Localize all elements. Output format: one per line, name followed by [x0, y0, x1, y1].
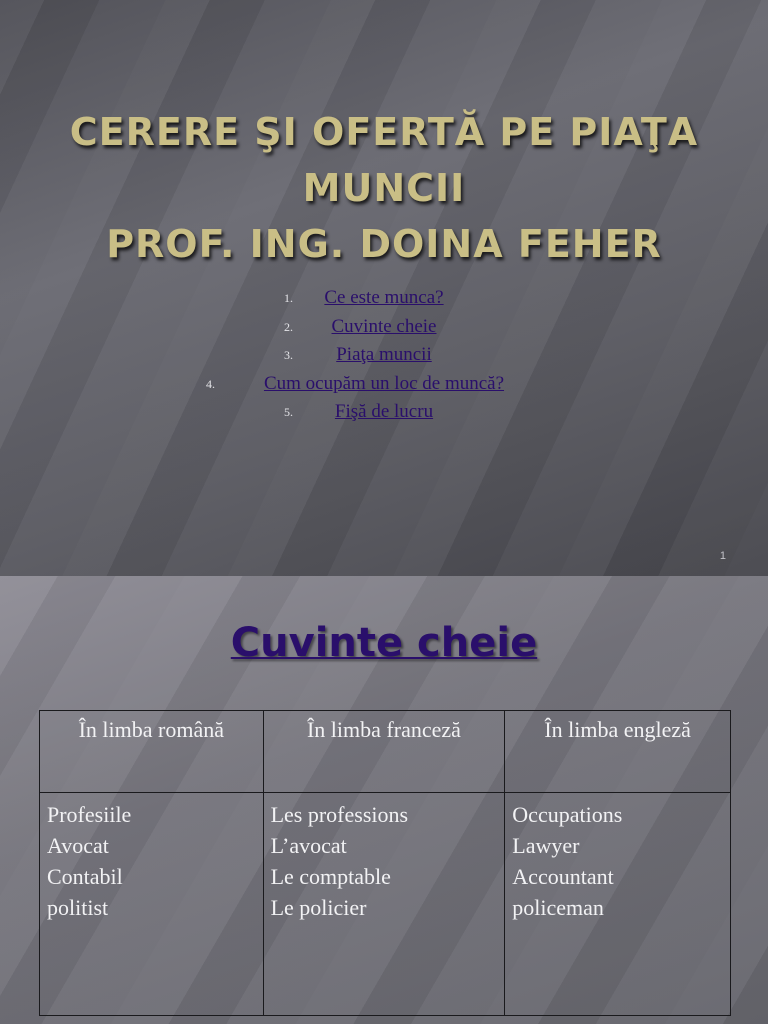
link-ce-este-munca[interactable]: Ce este munca?: [324, 287, 444, 308]
cell-french: [263, 793, 505, 1016]
title-line-2: MUNCII: [302, 166, 466, 210]
link-cum-ocupam[interactable]: Cum ocupăm un loc de muncă?: [263, 372, 505, 394]
cell-english: [505, 793, 731, 1016]
link-fisa-de-lucru[interactable]: Fişă de lucru: [334, 401, 434, 422]
term: L’avocat: [270, 833, 347, 858]
list-item: [0, 313, 768, 342]
title-line-1: CERERE ŞI OFERTĂ PE PIAŢA: [69, 110, 699, 154]
term: Contabil: [47, 864, 123, 889]
list-item: [0, 398, 768, 427]
contents-list: [0, 284, 768, 427]
list-item: [0, 370, 768, 399]
cell-romanian: [40, 793, 264, 1016]
term: Le policier: [270, 895, 367, 920]
vocabulary-table: [39, 710, 731, 1016]
slide-heading: Cuvinte cheie: [230, 620, 538, 666]
slide-title: [0, 104, 768, 272]
table-header-row: [40, 711, 731, 793]
term: Le comptable: [270, 864, 391, 889]
term: Occupations: [512, 802, 623, 827]
link-piata-muncii[interactable]: Piaţa muncii: [336, 344, 432, 365]
page-number: 1: [719, 550, 726, 562]
term: Lawyer: [512, 833, 580, 858]
term: Avocat: [47, 833, 109, 858]
term: policeman: [512, 895, 604, 920]
header-french: În limba franceză: [263, 711, 505, 793]
header-english: În limba engleză: [505, 711, 731, 793]
term: Profesiile: [47, 802, 132, 827]
header-romanian: În limba română: [40, 711, 264, 793]
link-cuvinte-cheie[interactable]: Cuvinte cheie: [331, 315, 437, 337]
term: politist: [47, 895, 109, 920]
list-number: 4.: [206, 376, 215, 391]
slide-2: [0, 576, 768, 1024]
list-number: 1.: [284, 291, 293, 305]
list-number: 5.: [284, 405, 293, 419]
list-item: [0, 341, 768, 370]
term: Accountant: [512, 864, 614, 889]
list-number: 3.: [284, 348, 293, 362]
list-item: [0, 284, 768, 313]
list-number: 2.: [284, 319, 293, 334]
title-line-3: PROF. ING. DOINA FEHER: [106, 222, 662, 266]
term: Les professions: [270, 802, 409, 827]
table-row: [40, 793, 731, 1016]
